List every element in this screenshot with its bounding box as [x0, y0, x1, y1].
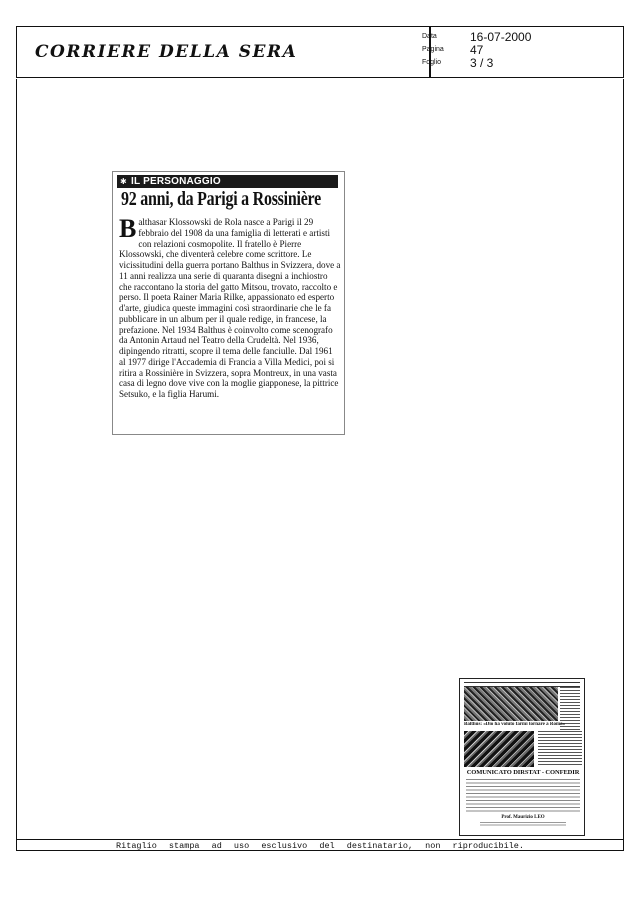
thumbnail-text-column-2 — [538, 731, 582, 767]
article-kicker: IL PERSONAGGIO — [131, 176, 221, 187]
thumbnail-photo-2 — [464, 731, 534, 767]
thumbnail-signature-lines — [480, 822, 566, 827]
header-box — [16, 26, 624, 78]
kicker-bar — [117, 175, 338, 188]
meta-date-value: 16-07-2000 — [470, 30, 532, 44]
thumbnail-comunicato: COMUNICATO DIRSTAT - CONFEDIR — [466, 769, 580, 776]
footer-divider — [17, 839, 623, 841]
meta-page-label: Pagina — [422, 46, 444, 53]
meta-date-label: Data — [422, 33, 437, 40]
article-clipping — [112, 171, 345, 435]
meta-sheet-label: Foglio — [422, 59, 442, 66]
meta-page-value: 47 — [470, 43, 484, 57]
thumbnail-body-lines — [466, 779, 580, 813]
thumbnail-photo-1 — [464, 687, 558, 721]
article-dropcap: B — [119, 214, 137, 243]
page-thumbnail — [459, 678, 585, 836]
meta-sheet-value: 3 / 3 — [470, 56, 494, 70]
article-body-text: althasar Klossowski de Rola nasce a Parigi il 29 febbraio del 1908 da una famiglia di letterati e artisti con relazioni cosmopolite. Il fratello è Pierre Klossowski, che diventerà celebre come scrittore. Le vicissitudini della guerra portano Balthus in Svizzera, dove a 11 anni realizza una serie di quaranta disegni a inchiostro che raccontano la storia del gatto Mitsou, trovato, raccolto e perso. Il poeta Rainer Maria Rilke, appassionato ed esperto d'arte, giudica queste immagini così straordinarie che le fa pubblicare in un album per il quale redige, in francese, la prefazione. Nel 1934 Balthus è coinvolto come scenografo da Antonin Artaud nel Teatro della Crudeltà. Nel 1936, dipingendo ritratti, scopre il tema delle fanciulle. Dal 1961 al 1977 dirige l'Accademia di Francia a Villa Medici, poi si ritira a Rossinière in Svizzera, sopra Montreux, in una vasta casa di legno dove vive con la moglie giapponese, la pittrice Setsuko, e la figlia Harumi. — [119, 217, 341, 399]
thumbnail-headline: Balthus: «Dio ha voluto farmi tornare a Roma» — [464, 722, 566, 727]
masthead: CORRIERE DELLA SERA — [35, 42, 298, 62]
article-headline: 92 anni, da Parigi a Rossinière — [121, 189, 321, 210]
thumbnail-signature: Prof. Maurizio LEO — [501, 815, 545, 820]
footer-disclaimer: Ritaglio stampa ad uso esclusivo del destinatario, non riproducibile. — [116, 841, 524, 851]
article-body — [119, 214, 341, 400]
ornament-icon: ✱ — [120, 177, 127, 186]
